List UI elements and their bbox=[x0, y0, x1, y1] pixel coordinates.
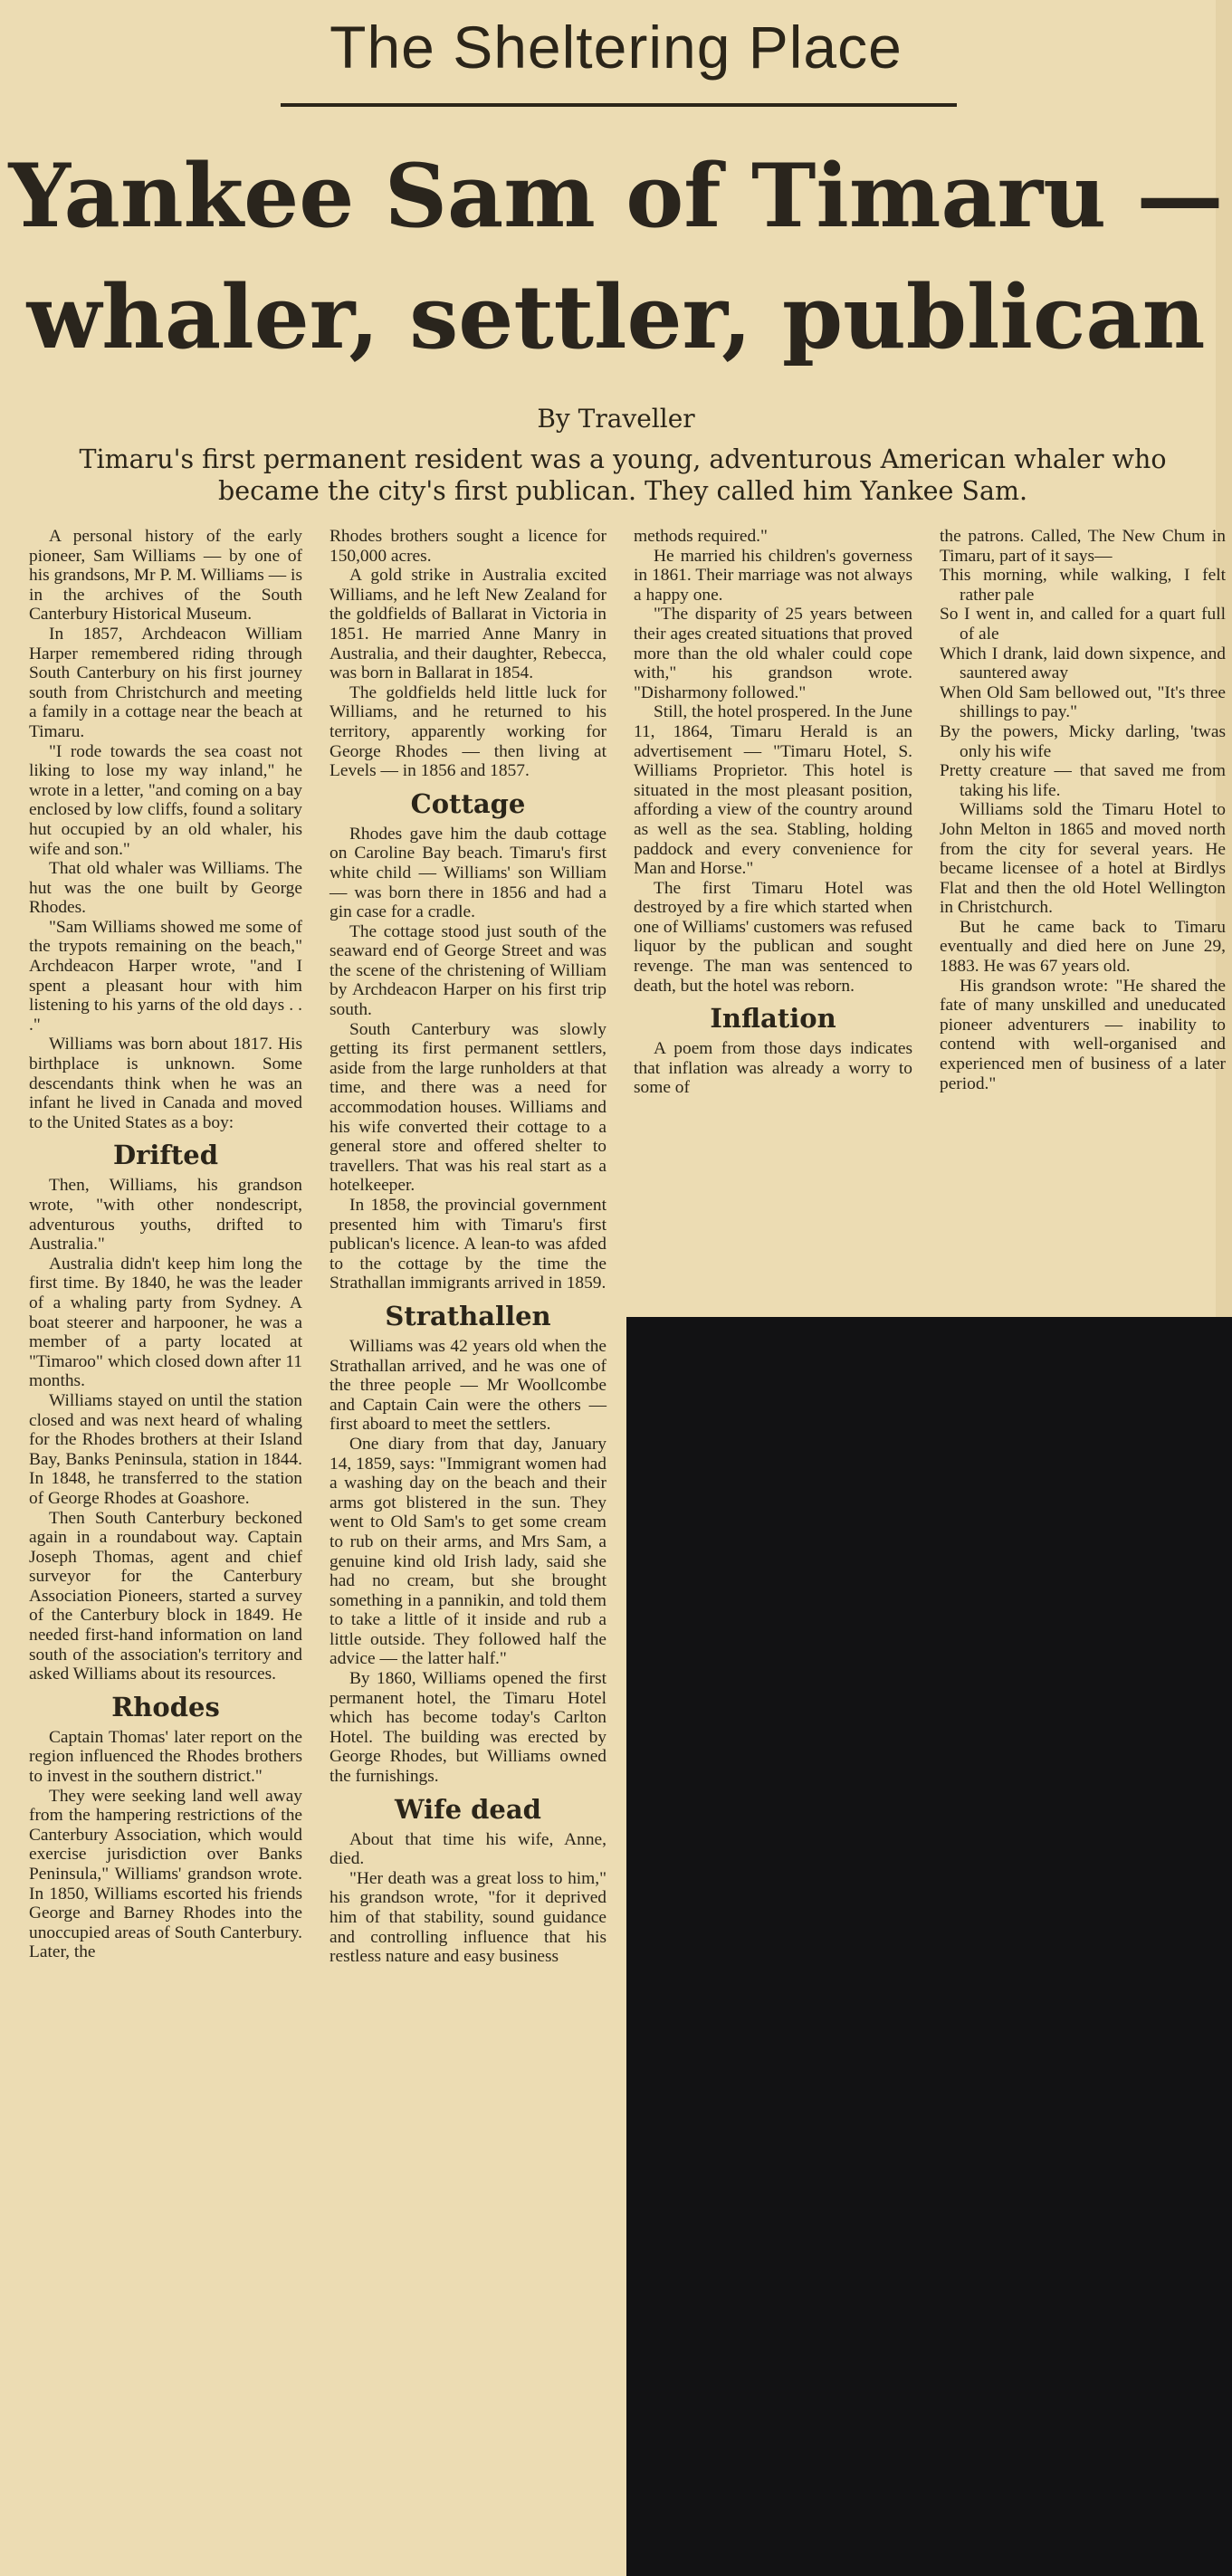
background-area bbox=[626, 1317, 1232, 2576]
paragraph: Still, the hotel prospered. In the June 11, 1864, Timaru Herald is an advertisement — "Timaru Hotel, S. Williams Proprietor. This hotel is situated in the most pleasant position, affording a view of the country around as well as the sea. Stabling, holding paddock and every convenience for Man and Horse." bbox=[634, 702, 912, 879]
paragraph: In 1858, the provincial government presented him with Timaru's first publican's licence. A lean-to was afded to the cottage by the time the Strathallan immigrants arrived in 1859. bbox=[329, 1196, 606, 1293]
column-2 bbox=[329, 527, 606, 1967]
headline-line-1: Yankee Sam of Timaru — bbox=[8, 145, 1224, 247]
paragraph: By 1860, Williams opened the first permanent hotel, the Timaru Hotel which has become today's Carlton Hotel. The building was erected by George Rhodes, but Williams owned the furnishings. bbox=[329, 1669, 606, 1787]
paragraph: A gold strike in Australia excited Williams, and he left New Zealand for the goldfields of Ballarat in Victoria in 1851. He married Anne Manry in Australia, and their daughter, Rebecca, was born in Ballarat in 1854. bbox=[329, 566, 606, 683]
paragraph: Captain Thomas' later report on the region influenced the Rhodes brothers to invest in the southern district." bbox=[29, 1727, 302, 1787]
subheading-inflation: Inflation bbox=[710, 1003, 836, 1035]
paragraph: About that time his wife, Anne, died. bbox=[329, 1829, 606, 1869]
kicker-rule bbox=[281, 103, 957, 107]
poem-line: Pretty creature — that saved me from taking his life. bbox=[940, 761, 1226, 800]
headline bbox=[0, 136, 1232, 378]
paragraph: A poem from those days indicates that inflation was already a worry to some of bbox=[634, 1039, 912, 1098]
subheading-rhodes: Rhodes bbox=[111, 1691, 220, 1722]
paragraph: methods required." bbox=[634, 527, 768, 546]
paragraph: The cottage stood just south of the seaward end of George Street and was the scene of the christening of William by Archdeacon Harper on his first trip south. bbox=[329, 921, 606, 1020]
paragraph: But he came back to Timaru eventually and died here on June 29, 1883. He was 67 years old. bbox=[940, 917, 1226, 977]
paragraph: the patrons. Called, The New Chum in Timaru, part of it says— bbox=[940, 527, 1226, 566]
paragraph: Rhodes gave him the daub cottage on Caroline Bay beach. Timaru's first white child — Williams' son William — was born there in 1856 and had a gin case for a cradle. bbox=[329, 824, 606, 922]
column-4 bbox=[940, 527, 1226, 1093]
paragraph: Williams was 42 years old when the Strathallan arrived, and he was one of the three people — Mr Woollcombe and Captain Cain were the others — first aboard to meet the settlers. bbox=[329, 1336, 606, 1435]
paragraph: Williams stayed on until the station closed and was next heard of whaling for the Rhodes brothers at their Island Bay, Banks Peninsula, station in 1844. In 1848, he transferred to the station of George Rhodes at Goashore. bbox=[29, 1390, 302, 1508]
paragraph: A personal history of the early pioneer, Sam Williams — by one of his grandsons, Mr P. M. Williams — is in the archives of the South Canterbury Historical Museum. bbox=[29, 527, 302, 625]
paragraph: "Her death was a great loss to him," his grandson wrote, "for it deprived him of that stability, sound guidance and controlling influence that his restless nature and easy business bbox=[329, 1868, 606, 1967]
paragraph: The first Timaru Hotel was destroyed by a fire which started when one of Williams' customers was refused liquor by the publican and sought revenge. The man was sentenced to death, but the hotel was reborn. bbox=[634, 878, 912, 996]
paragraph: South Canterbury was slowly getting its first permanent settlers, aside from the large runholders at that time, and there was a need for accommodation houses. Williams and his wife converted their cottage to a general store and offered shelter to travellers. That was his real start as a hotelkeeper. bbox=[329, 1019, 606, 1196]
poem-line: Which I drank, laid down sixpence, and sauntered away bbox=[940, 644, 1226, 683]
poem-line: When Old Sam bellowed out, "It's three shillings to pay." bbox=[940, 682, 1226, 722]
headline-line-2: whaler, settler, publican bbox=[26, 266, 1206, 368]
paragraph: "The disparity of 25 years between their ages created situations that proved more than the old whaler could cope with," his grandson wrote. "Disharmony followed." bbox=[634, 605, 912, 702]
subheading-strathallen: Strathallen bbox=[385, 1300, 551, 1331]
byline: By Traveller bbox=[537, 404, 695, 434]
subheading-drifted: Drifted bbox=[112, 1140, 219, 1171]
paragraph: Williams was born about 1817. His birthplace is unknown. Some descendants think when he was an infant he lived in Canada and moved to the United States as a boy: bbox=[29, 1035, 302, 1132]
column-3 bbox=[634, 527, 912, 1098]
paragraph: Australia didn't keep him long the first time. By 1840, he was the leader of a whaling party from Sydney. A boat steerer and harpooner, he was a member of a party located at "Timaroo" which closed down after 11 months. bbox=[29, 1254, 302, 1391]
paragraph: One diary from that day, January 14, 1859, says: "Immigrant women had a washing day on the beach and their arms got blistered in the sun. They went to Old Sam's to get some cream to rub on their arms, and Mrs Sam, a genuine kind old Irish lady, said she had no cream, but she brought something in a pannikin, and told them to take a little of it inside and rub a little outside. They followed half the advice — the latter half." bbox=[329, 1434, 606, 1669]
standfirst: Timaru's first permanent resident was a young, adventurous American whaler who became the city's first publican. They called him Yankee Sam. bbox=[79, 444, 1167, 506]
paragraph: "Sam Williams showed me some of the trypots remaining on the beach," Archdeacon Harper wrote, "and I spent a pleasant hour with him listening to his yarns of the old days . . ." bbox=[29, 917, 302, 1035]
paragraph: That old whaler was Williams. The hut was the one built by George Rhodes. bbox=[29, 859, 302, 918]
paragraph: In 1857, Archdeacon William Harper remembered riding through South Canterbury on his first journey south from Christchurch and meeting a family in a cottage near the beach at Timaru. bbox=[29, 624, 302, 741]
paragraph: The goldfields held little luck for Williams, and he returned to his territory, apparently working for George Rhodes — then living at Levels — in 1856 and 1857. bbox=[329, 682, 606, 781]
paragraph: Rhodes brothers sought a licence for 150,000 acres. bbox=[329, 527, 606, 566]
subheading-wife-dead: Wife dead bbox=[395, 1793, 541, 1825]
section-kicker: The Sheltering Place bbox=[329, 14, 903, 81]
paragraph: They were seeking land well away from the hampering restrictions of the Canterbury Association, which would exercise jurisdiction over Banks Peninsula," Williams' grandson wrote. In 1850, Williams escorted his friends George and Barney Rhodes into the unoccupied areas of South Canterbury. Later, the bbox=[29, 1786, 302, 1962]
column-1 bbox=[29, 527, 302, 1962]
paragraph: Then South Canterbury beckoned again in a roundabout way. Captain Joseph Thomas, agent and chief surveyor for the Canterbury Association Pioneers, started a survey of the Canterbury block in 1849. He needed first-hand information on land south of the association's territory and asked Williams about its resources. bbox=[29, 1508, 302, 1684]
paragraph: Then, Williams, his grandson wrote, "with other nondescript, adventurous youths, drifted to Australia." bbox=[29, 1176, 302, 1255]
paragraph: Williams sold the Timaru Hotel to John Melton in 1865 and moved north from the city for several years. He became licensee of a hotel at Birdlys Flat and then the old Hotel Wellington in Christchurch. bbox=[940, 800, 1226, 918]
paragraph: "I rode towards the sea coast not liking to lose my way inland," he wrote in a letter, "and coming on a bay enclosed by low cliffs, found a solitary hut occupied by an old whaler, his wife and son." bbox=[29, 741, 302, 859]
poem-line: So I went in, and called for a quart full of ale bbox=[940, 605, 1226, 644]
poem-line: This morning, while walking, I felt rather pale bbox=[940, 566, 1226, 605]
paragraph: He married his children's governess in 1861. Their marriage was not always a happy one. bbox=[634, 546, 912, 605]
subheading-cottage: Cottage bbox=[410, 787, 526, 819]
poem-line: By the powers, Micky darling, 'twas only his wife bbox=[940, 721, 1226, 761]
paragraph: His grandson wrote: "He shared the fate of many unskilled and uneducated pioneer adventurers — inability to contend with well-organised and experienced men of business of a later period." bbox=[940, 976, 1226, 1093]
